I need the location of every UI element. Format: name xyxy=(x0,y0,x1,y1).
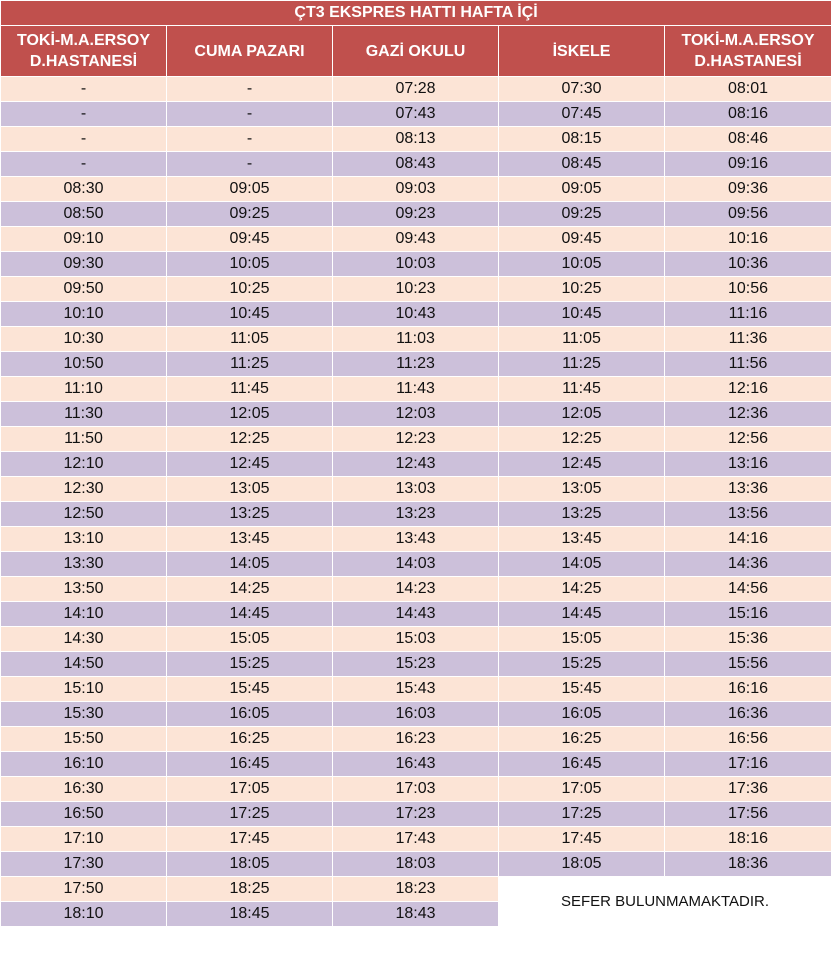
time-cell: 09:25 xyxy=(167,202,333,227)
time-cell: 08:46 xyxy=(665,127,831,152)
time-cell: 08:45 xyxy=(499,152,665,177)
time-cell: 15:05 xyxy=(499,627,665,652)
time-cell: 09:25 xyxy=(499,202,665,227)
time-cell: 13:03 xyxy=(333,477,499,502)
timetable-title: ÇT3 EKSPRES HATTI HAFTA İÇİ xyxy=(1,1,831,26)
table-row xyxy=(1,852,831,877)
table-row xyxy=(1,777,831,802)
time-cell: 13:45 xyxy=(499,527,665,552)
time-cell: 15:10 xyxy=(1,677,167,702)
time-cell: 10:05 xyxy=(499,252,665,277)
time-cell: 17:25 xyxy=(499,802,665,827)
time-cell: 09:05 xyxy=(167,177,333,202)
table-row xyxy=(1,827,831,852)
time-cell: - xyxy=(1,127,167,152)
time-cell: 09:50 xyxy=(1,277,167,302)
time-cell: 16:16 xyxy=(665,677,831,702)
time-cell: 12:25 xyxy=(499,427,665,452)
time-cell: 18:45 xyxy=(167,902,333,927)
time-cell: 11:30 xyxy=(1,402,167,427)
time-cell: - xyxy=(167,77,333,102)
time-cell: 16:50 xyxy=(1,802,167,827)
time-cell: - xyxy=(1,102,167,127)
time-cell: 17:23 xyxy=(333,802,499,827)
time-cell: 17:45 xyxy=(167,827,333,852)
time-cell: 14:56 xyxy=(665,577,831,602)
time-cell: 18:25 xyxy=(167,877,333,902)
time-cell: 15:23 xyxy=(333,652,499,677)
time-cell: 10:10 xyxy=(1,302,167,327)
time-cell: 13:36 xyxy=(665,477,831,502)
column-header: GAZİ OKULU xyxy=(333,26,499,77)
time-cell: 17:25 xyxy=(167,802,333,827)
time-cell: 18:23 xyxy=(333,877,499,902)
time-cell: 15:56 xyxy=(665,652,831,677)
time-cell: 16:36 xyxy=(665,702,831,727)
time-cell: 13:25 xyxy=(167,502,333,527)
time-cell: 16:45 xyxy=(499,752,665,777)
time-cell: 12:45 xyxy=(167,452,333,477)
time-cell: 15:43 xyxy=(333,677,499,702)
time-cell: 14:45 xyxy=(167,602,333,627)
time-cell: 07:30 xyxy=(499,77,665,102)
time-cell: 11:10 xyxy=(1,377,167,402)
column-header: İSKELE xyxy=(499,26,665,77)
table-row xyxy=(1,702,831,727)
time-cell: 14:25 xyxy=(167,577,333,602)
time-cell: 13:25 xyxy=(499,502,665,527)
time-cell: 07:45 xyxy=(499,102,665,127)
time-cell: 11:03 xyxy=(333,327,499,352)
table-row xyxy=(1,252,831,277)
time-cell: - xyxy=(167,127,333,152)
time-cell: 08:16 xyxy=(665,102,831,127)
time-cell: 16:25 xyxy=(499,727,665,752)
time-cell: 10:30 xyxy=(1,327,167,352)
time-cell: 13:45 xyxy=(167,527,333,552)
time-cell: 18:03 xyxy=(333,852,499,877)
time-cell: 17:36 xyxy=(665,777,831,802)
table-row xyxy=(1,102,831,127)
time-cell: 09:56 xyxy=(665,202,831,227)
time-cell: 12:43 xyxy=(333,452,499,477)
time-cell: 17:10 xyxy=(1,827,167,852)
time-cell: 12:03 xyxy=(333,402,499,427)
table-row xyxy=(1,577,831,602)
time-cell: 11:25 xyxy=(167,352,333,377)
time-cell: 14:03 xyxy=(333,552,499,577)
table-row xyxy=(1,727,831,752)
time-cell: 12:05 xyxy=(167,402,333,427)
time-cell: 10:45 xyxy=(499,302,665,327)
time-cell: 11:50 xyxy=(1,427,167,452)
table-row xyxy=(1,602,831,627)
time-cell: 11:36 xyxy=(665,327,831,352)
time-cell: 12:23 xyxy=(333,427,499,452)
time-cell: 16:10 xyxy=(1,752,167,777)
column-header: CUMA PAZARI xyxy=(167,26,333,77)
time-cell: 14:36 xyxy=(665,552,831,577)
time-cell: 16:05 xyxy=(167,702,333,727)
time-cell: 09:23 xyxy=(333,202,499,227)
time-cell: 07:28 xyxy=(333,77,499,102)
time-cell: 14:23 xyxy=(333,577,499,602)
header-row xyxy=(1,26,831,77)
time-cell: 16:45 xyxy=(167,752,333,777)
time-cell: 14:10 xyxy=(1,602,167,627)
time-cell: 13:43 xyxy=(333,527,499,552)
time-cell: 11:45 xyxy=(499,377,665,402)
time-cell: 15:45 xyxy=(499,677,665,702)
time-cell: 15:50 xyxy=(1,727,167,752)
table-row xyxy=(1,202,831,227)
time-cell: 08:01 xyxy=(665,77,831,102)
table-row xyxy=(1,152,831,177)
time-cell: 15:25 xyxy=(167,652,333,677)
time-cell: 11:23 xyxy=(333,352,499,377)
timetable-body xyxy=(1,77,831,927)
time-cell: 11:45 xyxy=(167,377,333,402)
time-cell: 18:43 xyxy=(333,902,499,927)
time-cell: 17:30 xyxy=(1,852,167,877)
time-cell: 18:05 xyxy=(167,852,333,877)
time-cell: 09:43 xyxy=(333,227,499,252)
time-cell: 10:56 xyxy=(665,277,831,302)
time-cell: 12:56 xyxy=(665,427,831,452)
time-cell: 09:10 xyxy=(1,227,167,252)
time-cell: 16:30 xyxy=(1,777,167,802)
table-row xyxy=(1,502,831,527)
time-cell: 10:25 xyxy=(167,277,333,302)
table-row xyxy=(1,452,831,477)
time-cell: 18:05 xyxy=(499,852,665,877)
time-cell: 11:25 xyxy=(499,352,665,377)
time-cell: 17:50 xyxy=(1,877,167,902)
time-cell: 13:30 xyxy=(1,552,167,577)
table-row xyxy=(1,177,831,202)
time-cell: 10:43 xyxy=(333,302,499,327)
time-cell: 10:03 xyxy=(333,252,499,277)
time-cell: 11:05 xyxy=(499,327,665,352)
time-cell: 14:05 xyxy=(167,552,333,577)
time-cell: 09:03 xyxy=(333,177,499,202)
time-cell: 08:15 xyxy=(499,127,665,152)
time-cell: 07:43 xyxy=(333,102,499,127)
time-cell: 12:50 xyxy=(1,502,167,527)
time-cell: - xyxy=(167,102,333,127)
time-cell: 11:05 xyxy=(167,327,333,352)
time-cell: 14:30 xyxy=(1,627,167,652)
table-row xyxy=(1,327,831,352)
time-cell: 16:25 xyxy=(167,727,333,752)
time-cell: 09:45 xyxy=(499,227,665,252)
time-cell: 14:43 xyxy=(333,602,499,627)
time-cell: 12:30 xyxy=(1,477,167,502)
table-row xyxy=(1,227,831,252)
time-cell: 14:45 xyxy=(499,602,665,627)
time-cell: 13:05 xyxy=(167,477,333,502)
time-cell: 10:36 xyxy=(665,252,831,277)
time-cell: 09:05 xyxy=(499,177,665,202)
time-cell: 16:05 xyxy=(499,702,665,727)
time-cell: - xyxy=(1,77,167,102)
column-header: TOKİ-M.A.ERSOY D.HASTANESİ xyxy=(665,26,831,77)
table-row xyxy=(1,527,831,552)
time-cell: 10:45 xyxy=(167,302,333,327)
time-cell: 13:56 xyxy=(665,502,831,527)
time-cell: 15:25 xyxy=(499,652,665,677)
time-cell: 15:30 xyxy=(1,702,167,727)
time-cell: 12:25 xyxy=(167,427,333,452)
time-cell: 10:50 xyxy=(1,352,167,377)
time-cell: 08:50 xyxy=(1,202,167,227)
time-cell: 13:16 xyxy=(665,452,831,477)
time-cell: 10:25 xyxy=(499,277,665,302)
time-cell: 14:25 xyxy=(499,577,665,602)
time-cell: 11:56 xyxy=(665,352,831,377)
time-cell: 08:13 xyxy=(333,127,499,152)
time-cell: 11:43 xyxy=(333,377,499,402)
no-service-note: SEFER BULUNMAMAKTADIR. xyxy=(499,877,831,927)
table-row xyxy=(1,402,831,427)
time-cell: 15:36 xyxy=(665,627,831,652)
table-row xyxy=(1,652,831,677)
time-cell: 09:30 xyxy=(1,252,167,277)
time-cell: 11:16 xyxy=(665,302,831,327)
time-cell: 18:10 xyxy=(1,902,167,927)
table-row xyxy=(1,377,831,402)
time-cell: 17:03 xyxy=(333,777,499,802)
time-cell: 12:05 xyxy=(499,402,665,427)
time-cell: 12:10 xyxy=(1,452,167,477)
time-cell: 16:43 xyxy=(333,752,499,777)
time-cell: 14:16 xyxy=(665,527,831,552)
time-cell: - xyxy=(1,152,167,177)
time-cell: 15:45 xyxy=(167,677,333,702)
time-cell: 17:45 xyxy=(499,827,665,852)
table-row xyxy=(1,802,831,827)
time-cell: 09:16 xyxy=(665,152,831,177)
time-cell: 17:16 xyxy=(665,752,831,777)
table-row xyxy=(1,352,831,377)
time-cell: 09:36 xyxy=(665,177,831,202)
time-cell: 14:05 xyxy=(499,552,665,577)
time-cell: - xyxy=(167,152,333,177)
time-cell: 17:43 xyxy=(333,827,499,852)
table-row xyxy=(1,627,831,652)
time-cell: 10:23 xyxy=(333,277,499,302)
time-cell: 13:05 xyxy=(499,477,665,502)
table-row xyxy=(1,277,831,302)
table-row xyxy=(1,302,831,327)
table-row xyxy=(1,127,831,152)
time-cell: 13:10 xyxy=(1,527,167,552)
time-cell: 16:56 xyxy=(665,727,831,752)
time-cell: 12:45 xyxy=(499,452,665,477)
time-cell: 13:50 xyxy=(1,577,167,602)
time-cell: 14:50 xyxy=(1,652,167,677)
time-cell: 16:23 xyxy=(333,727,499,752)
table-row xyxy=(1,427,831,452)
time-cell: 13:23 xyxy=(333,502,499,527)
table-row xyxy=(1,752,831,777)
column-header: TOKİ-M.A.ERSOY D.HASTANESİ xyxy=(1,26,167,77)
time-cell: 09:45 xyxy=(167,227,333,252)
time-cell: 18:16 xyxy=(665,827,831,852)
time-cell: 08:43 xyxy=(333,152,499,177)
time-cell: 08:30 xyxy=(1,177,167,202)
table-row xyxy=(1,677,831,702)
table-row xyxy=(1,877,831,902)
time-cell: 12:36 xyxy=(665,402,831,427)
time-cell: 10:16 xyxy=(665,227,831,252)
table-row xyxy=(1,552,831,577)
table-row xyxy=(1,77,831,102)
time-cell: 17:05 xyxy=(167,777,333,802)
time-cell: 12:16 xyxy=(665,377,831,402)
time-cell: 15:16 xyxy=(665,602,831,627)
table-row xyxy=(1,477,831,502)
time-cell: 15:05 xyxy=(167,627,333,652)
time-cell: 17:05 xyxy=(499,777,665,802)
time-cell: 18:36 xyxy=(665,852,831,877)
time-cell: 10:05 xyxy=(167,252,333,277)
time-cell: 17:56 xyxy=(665,802,831,827)
time-cell: 15:03 xyxy=(333,627,499,652)
time-cell: 16:03 xyxy=(333,702,499,727)
